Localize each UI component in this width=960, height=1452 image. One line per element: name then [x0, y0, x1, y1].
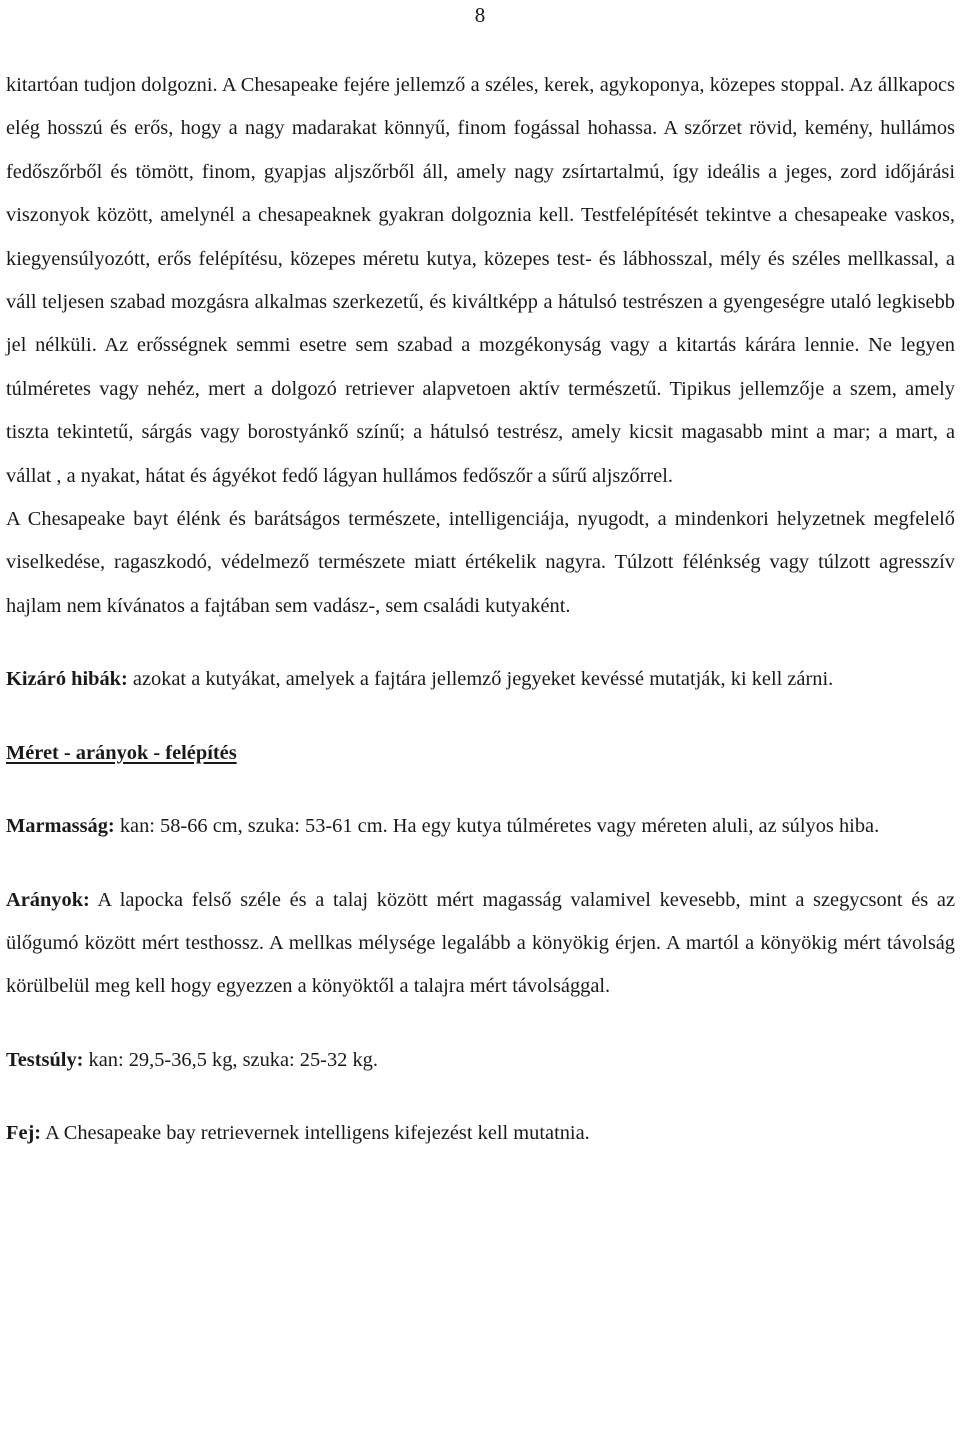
- weight-text: kan: 29,5-36,5 kg, szuka: 25-32 kg.: [83, 1048, 378, 1071]
- disqualifying-faults-label: Kizáró hibák:: [6, 668, 128, 691]
- section-heading: [6, 732, 955, 775]
- weight-spec: [6, 1039, 955, 1082]
- section-heading-text: Méret - arányok - felépítés: [6, 741, 237, 764]
- document-body: [6, 64, 955, 1156]
- paragraph-coat-and-build: kitartóan tudjon dolgozni. A Chesapeake fejére jellemző a széles, kerek, agykoponya, közepes stoppal. Az állkapocs elég hosszú és erős, hogy a nagy madarakat könnyű, finom fogással hohassa. A szőrzet rövid, kemény, hullámos fedőszőrből és tömött, finom, gyapjas aljszőrből áll, amely nagy zsírtartalmú, így ideális a jeges, zord időjárási viszonyok között, amelynél a chesapeaknek gyakran dolgoznia kell. Testfelépítését tekintve a chesapeake vaskos, kiegyensúlyozótt, erős felépítésu, közepes méretu kutya, közepes test- és lábhosszal, mély és széles mellkassal, a váll teljesen szabad mozgásra alkalmas szerkezetű, és kiváltképp a hátulsó testrészen a gyengeségre utaló legkisebb jel nélküli. Az erősségnek semmi esetre sem szabad a mozgékonyság vagy a kitartás kárára lennie. Ne legyen túlméretes vagy nehéz, mert a dolgozó retriever alapvetoen aktív természetű. Tipikus jellemzője a szem, amely tiszta tekintetű, sárgás vagy borostyánkő színű; a hátulsó testrész, amely kicsit magasabb mint a mar; a mart, a vállat , a nyakat, hátat és ágyékot fedő lágyan hullámos fedőszőr a sűrű aljszőrrel.: [6, 74, 955, 487]
- proportions-text: A lapocka felső széle és a talaj között mért magasság valamivel kevesebb, mint a szegycsont és az ülőgumó között mért testhossz. A mellkas mélysége legalább a könyökig érjen. A martól a könyökig mért távolság körülbelül meg kell hogy egyezzen a könyöktől a talajra mért távolsággal.: [6, 888, 955, 998]
- weight-label: Testsúly:: [6, 1048, 84, 1071]
- paragraph-temperament: A Chesapeake bayt élénk és barátságos természete, intelligenciája, nyugodt, a mindenkori helyzetnek megfelelő viselkedése, ragaszkodó, védelmező természete miatt értékelik nagyra. Túlzott félénkség vagy túlzott agresszív hajlam nem kívánatos a fajtában sem vadász-, sem családi kutyaként.: [6, 508, 955, 617]
- height-spec: [6, 805, 955, 848]
- proportions-label: Arányok:: [6, 888, 90, 911]
- proportions-spec: [6, 879, 955, 1009]
- head-spec: [6, 1112, 955, 1155]
- height-label: Marmasság:: [6, 815, 115, 838]
- disqualifying-faults: [6, 658, 955, 701]
- page-number: 8: [474, 3, 486, 27]
- height-text: kan: 58-66 cm, szuka: 53-61 cm. Ha egy kutya túlméretes vagy méreten aluli, az súlyos hiba.: [114, 815, 880, 838]
- head-text: A Chesapeake bay retrievernek intelligens kifejezést kell mutatnia.: [41, 1122, 590, 1145]
- disqualifying-faults-text: azokat a kutyákat, amelyek a fajtára jellemző jegyeket kevéssé mutatják, ki kell zárni.: [127, 668, 834, 691]
- head-label: Fej:: [6, 1122, 42, 1145]
